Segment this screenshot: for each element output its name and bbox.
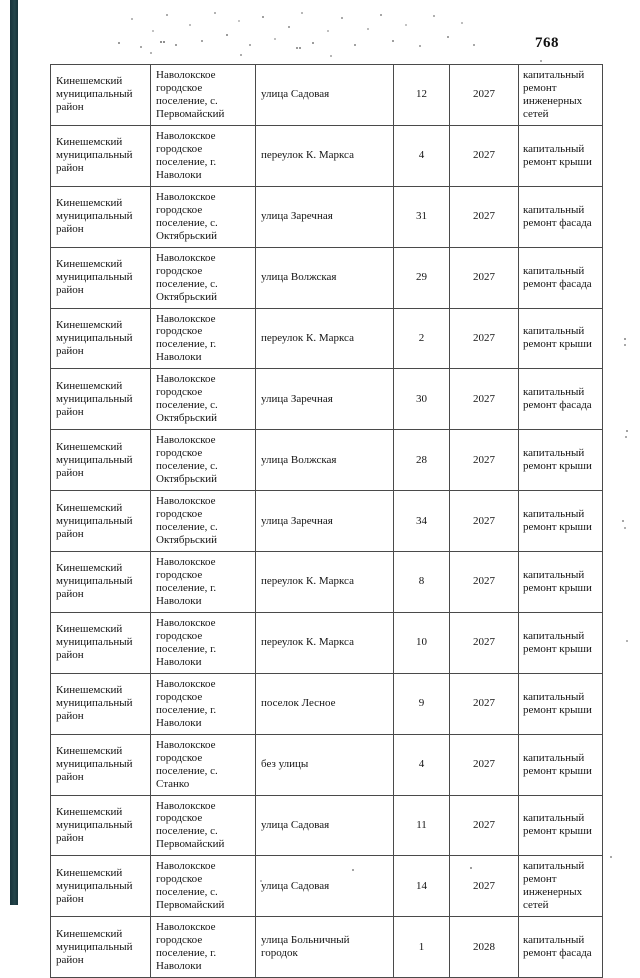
house-number-cell: 28: [394, 430, 450, 491]
table-row: [51, 308, 603, 369]
street-cell: переулок К. Маркса: [256, 308, 394, 369]
repair-table-body: [51, 65, 603, 978]
street-cell: улица Садовая: [256, 795, 394, 856]
house-number-cell: 34: [394, 491, 450, 552]
district-cell: Кинешемский муниципальный район: [51, 673, 151, 734]
work-type-cell: капитальный ремонт фасада: [519, 186, 603, 247]
year-cell: 2027: [450, 65, 519, 126]
year-cell: 2027: [450, 856, 519, 917]
year-cell: 2027: [450, 612, 519, 673]
year-cell: 2027: [450, 186, 519, 247]
house-number-cell: 12: [394, 65, 450, 126]
settlement-cell: Наволокское городское поселение, с. Первомайский: [151, 856, 256, 917]
work-type-cell: капитальный ремонт крыши: [519, 612, 603, 673]
settlement-cell: Наволокское городское поселение, с. Первомайский: [151, 795, 256, 856]
work-type-cell: капитальный ремонт крыши: [519, 491, 603, 552]
table-row: [51, 65, 603, 126]
district-cell: Кинешемский муниципальный район: [51, 247, 151, 308]
district-cell: Кинешемский муниципальный район: [51, 734, 151, 795]
work-type-cell: капитальный ремонт инженерных сетей: [519, 65, 603, 126]
settlement-cell: Наволокское городское поселение, г. Наволоки: [151, 673, 256, 734]
table-row: [51, 369, 603, 430]
district-cell: Кинешемский муниципальный район: [51, 612, 151, 673]
year-cell: 2027: [450, 247, 519, 308]
repair-program-table: [50, 64, 603, 978]
district-cell: Кинешемский муниципальный район: [51, 552, 151, 613]
district-cell: Кинешемский муниципальный район: [51, 795, 151, 856]
street-cell: переулок К. Маркса: [256, 552, 394, 613]
street-cell: улица Заречная: [256, 186, 394, 247]
house-number-cell: 4: [394, 125, 450, 186]
street-cell: улица Больничный городок: [256, 917, 394, 978]
street-cell: переулок К. Маркса: [256, 612, 394, 673]
settlement-cell: Наволокское городское поселение, с. Октябрьский: [151, 430, 256, 491]
house-number-cell: 1: [394, 917, 450, 978]
year-cell: 2028: [450, 917, 519, 978]
work-type-cell: капитальный ремонт крыши: [519, 552, 603, 613]
settlement-cell: Наволокское городское поселение, г. Наволоки: [151, 125, 256, 186]
table-row: [51, 430, 603, 491]
year-cell: 2027: [450, 795, 519, 856]
page-number: 768: [535, 35, 559, 51]
table-row: [51, 917, 603, 978]
work-type-cell: капитальный ремонт крыши: [519, 734, 603, 795]
work-type-cell: капитальный ремонт крыши: [519, 308, 603, 369]
district-cell: Кинешемский муниципальный район: [51, 430, 151, 491]
house-number-cell: 14: [394, 856, 450, 917]
street-cell: переулок К. Маркса: [256, 125, 394, 186]
district-cell: Кинешемский муниципальный район: [51, 917, 151, 978]
house-number-cell: 10: [394, 612, 450, 673]
table-row: [51, 125, 603, 186]
table-row: [51, 734, 603, 795]
table-row: [51, 186, 603, 247]
settlement-cell: Наволокское городское поселение, г. Наволоки: [151, 552, 256, 613]
table-row: [51, 247, 603, 308]
settlement-cell: Наволокское городское поселение, с. Октябрьский: [151, 491, 256, 552]
work-type-cell: капитальный ремонт крыши: [519, 125, 603, 186]
street-cell: без улицы: [256, 734, 394, 795]
house-number-cell: 2: [394, 308, 450, 369]
scan-edge-artifact: [10, 0, 18, 905]
table-row: [51, 856, 603, 917]
district-cell: Кинешемский муниципальный район: [51, 125, 151, 186]
settlement-cell: Наволокское городское поселение, г. Наволоки: [151, 917, 256, 978]
work-type-cell: капитальный ремонт фасада: [519, 247, 603, 308]
district-cell: Кинешемский муниципальный район: [51, 369, 151, 430]
year-cell: 2027: [450, 308, 519, 369]
district-cell: Кинешемский муниципальный район: [51, 186, 151, 247]
table-row: [51, 491, 603, 552]
work-type-cell: капитальный ремонт фасада: [519, 369, 603, 430]
house-number-cell: 8: [394, 552, 450, 613]
house-number-cell: 29: [394, 247, 450, 308]
work-type-cell: капитальный ремонт крыши: [519, 430, 603, 491]
work-type-cell: капитальный ремонт фасада: [519, 917, 603, 978]
house-number-cell: 31: [394, 186, 450, 247]
street-cell: улица Садовая: [256, 856, 394, 917]
street-cell: поселок Лесное: [256, 673, 394, 734]
house-number-cell: 11: [394, 795, 450, 856]
settlement-cell: Наволокское городское поселение, с. Октябрьский: [151, 247, 256, 308]
work-type-cell: капитальный ремонт крыши: [519, 673, 603, 734]
house-number-cell: 4: [394, 734, 450, 795]
house-number-cell: 30: [394, 369, 450, 430]
year-cell: 2027: [450, 491, 519, 552]
year-cell: 2027: [450, 552, 519, 613]
settlement-cell: Наволокское городское поселение, с. Станко: [151, 734, 256, 795]
settlement-cell: Наволокское городское поселение, г. Наволоки: [151, 308, 256, 369]
settlement-cell: Наволокское городское поселение, с. Октябрьский: [151, 186, 256, 247]
work-type-cell: капитальный ремонт крыши: [519, 795, 603, 856]
street-cell: улица Заречная: [256, 369, 394, 430]
year-cell: 2027: [450, 125, 519, 186]
settlement-cell: Наволокское городское поселение, г. Наволоки: [151, 612, 256, 673]
year-cell: 2027: [450, 430, 519, 491]
street-cell: улица Заречная: [256, 491, 394, 552]
table-row: [51, 795, 603, 856]
house-number-cell: 9: [394, 673, 450, 734]
settlement-cell: Наволокское городское поселение, с. Октябрьский: [151, 369, 256, 430]
street-cell: улица Волжская: [256, 247, 394, 308]
scan-noise-speckles: [0, 0, 2, 2]
street-cell: улица Волжская: [256, 430, 394, 491]
district-cell: Кинешемский муниципальный район: [51, 856, 151, 917]
year-cell: 2027: [450, 673, 519, 734]
street-cell: улица Садовая: [256, 65, 394, 126]
table-row: [51, 552, 603, 613]
district-cell: Кинешемский муниципальный район: [51, 308, 151, 369]
district-cell: Кинешемский муниципальный район: [51, 491, 151, 552]
year-cell: 2027: [450, 369, 519, 430]
table-row: [51, 673, 603, 734]
work-type-cell: капитальный ремонт инженерных сетей: [519, 856, 603, 917]
settlement-cell: Наволокское городское поселение, с. Первомайский: [151, 65, 256, 126]
year-cell: 2027: [450, 734, 519, 795]
table-row: [51, 612, 603, 673]
district-cell: Кинешемский муниципальный район: [51, 65, 151, 126]
